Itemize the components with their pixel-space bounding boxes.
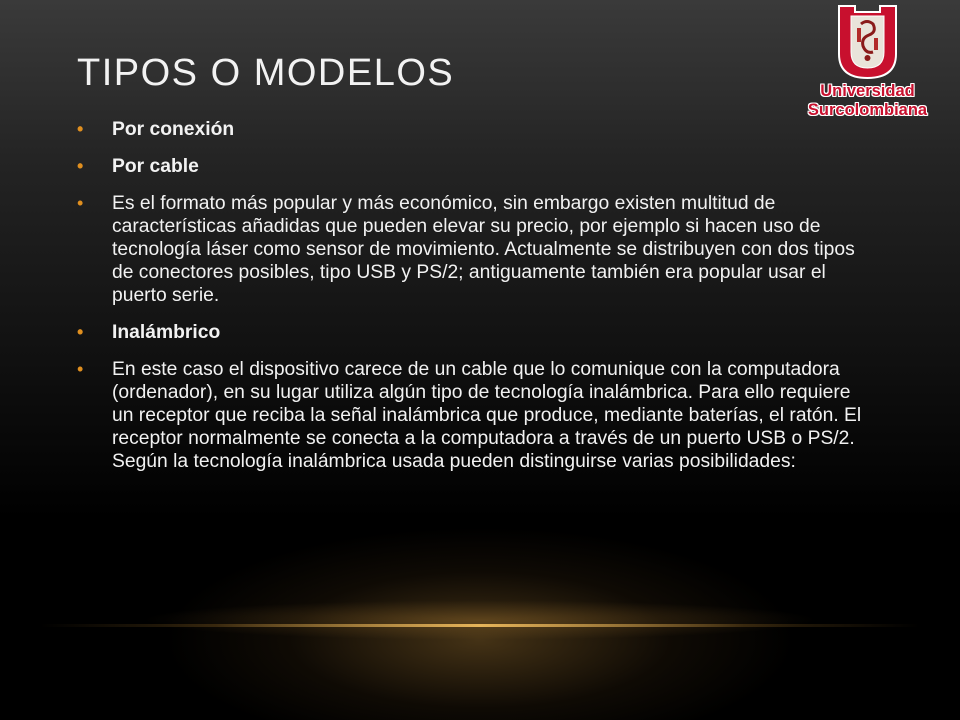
bullet-icon: • xyxy=(77,156,84,176)
list-item-text: Por conexión xyxy=(112,119,235,140)
list-item xyxy=(77,155,877,178)
accent-line xyxy=(40,624,920,627)
bullet-icon: • xyxy=(77,322,84,342)
glow-highlight xyxy=(140,600,820,640)
shield-u-icon xyxy=(805,2,930,82)
bullet-list xyxy=(77,118,877,487)
logo-text-line2: Surcolombiana xyxy=(807,101,928,119)
list-item-text: Inalámbrico xyxy=(112,322,221,343)
bullet-icon: • xyxy=(77,359,84,379)
list-item-text: Por cable xyxy=(112,156,199,177)
slide-title: TIPOS O MODELOS xyxy=(77,52,455,94)
university-logo xyxy=(805,2,930,127)
list-item-text: En este caso el dispositivo carece de un cable que lo comunique con la computadora (ordenador), en su lugar utiliza algún tipo de tecnología inalámbrica. Para ello requiere un receptor que reciba la señal inalámbrica que produce, mediante baterías, el ratón. El receptor normalmente se conecta a la computadora a través de un puerto USB o PS/2. Según la tecnología inalámbrica usada pueden distinguirse varias posibilidades: xyxy=(112,359,862,472)
bullet-icon: • xyxy=(77,119,84,139)
bullet-icon: • xyxy=(77,193,84,213)
logo-text-line1: Universidad xyxy=(820,82,915,100)
list-item-text: Es el formato más popular y más económico, sin embargo existen multitud de características añadidas que pueden elevar su precio, por ejemplo si hacen uso de tecnología láser como sensor de movimiento. Actualmente se distribuyen con dos tipos de conectores posibles, tipo USB y PS/2; antiguamente también era popular usar el puerto serie. xyxy=(112,193,855,306)
list-item xyxy=(77,118,877,141)
list-item xyxy=(77,321,877,344)
list-item xyxy=(77,358,877,473)
list-item xyxy=(77,192,877,307)
